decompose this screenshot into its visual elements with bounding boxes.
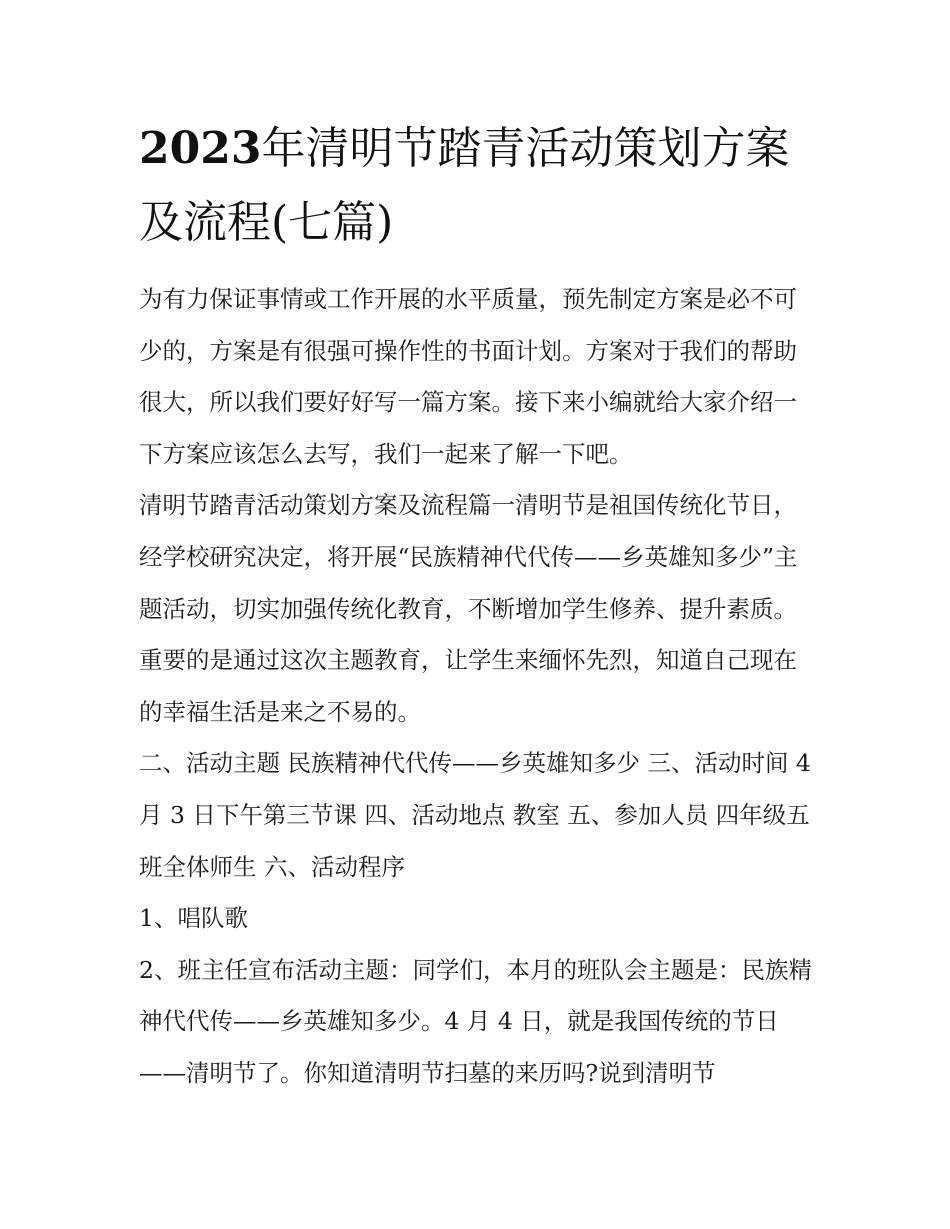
procedure-step-2: 2、班主任宣布活动主题：同学们，本月的班队会主题是：民族精神代代传——乡英雄知多少。4 月 4 日，就是我国传统的节日——清明节了。你知道清明节扫墓的来历吗?说到清明节 <box>139 955 812 1087</box>
activity-details-paragraph: 二、活动主题 民族精神代代传——乡英雄知多少 三、活动时间 4 月 3 日下午第三节课 四、活动地点 教室 五、参加人员 四年级五班全体师生 六、活动程序 <box>139 749 811 881</box>
document-body <box>139 274 819 1100</box>
procedure-step-1: 1、唱队歌 <box>139 904 248 933</box>
document-page <box>139 112 819 1100</box>
intro-paragraph: 为有力保证事情或工作开展的水平质量，预先制定方案是必不可少的，方案是有很强可操作性的书面计划。方案对于我们的帮助很大，所以我们要好好写一篇方案。接下来小编就给大家介绍一下方案应该怎么去写，我们一起来了解一下吧。 <box>139 285 797 468</box>
document-title <box>139 112 819 260</box>
title-text: 年清明节踏青活动策划方案及流程(七篇) <box>139 123 790 248</box>
title-year: 2023 <box>139 123 262 174</box>
section-one-paragraph: 清明节踏青活动策划方案及流程篇一清明节是祖国传统化节日，经学校研究决定，将开展“民族精神代代传——乡英雄知多少”主题活动，切实加强传统化教育，不断增加学生修养、提升素质。重要的是通过这次主题教育，让学生来缅怀先烈，知道自己现在的幸福生活是来之不易的。 <box>139 491 798 726</box>
